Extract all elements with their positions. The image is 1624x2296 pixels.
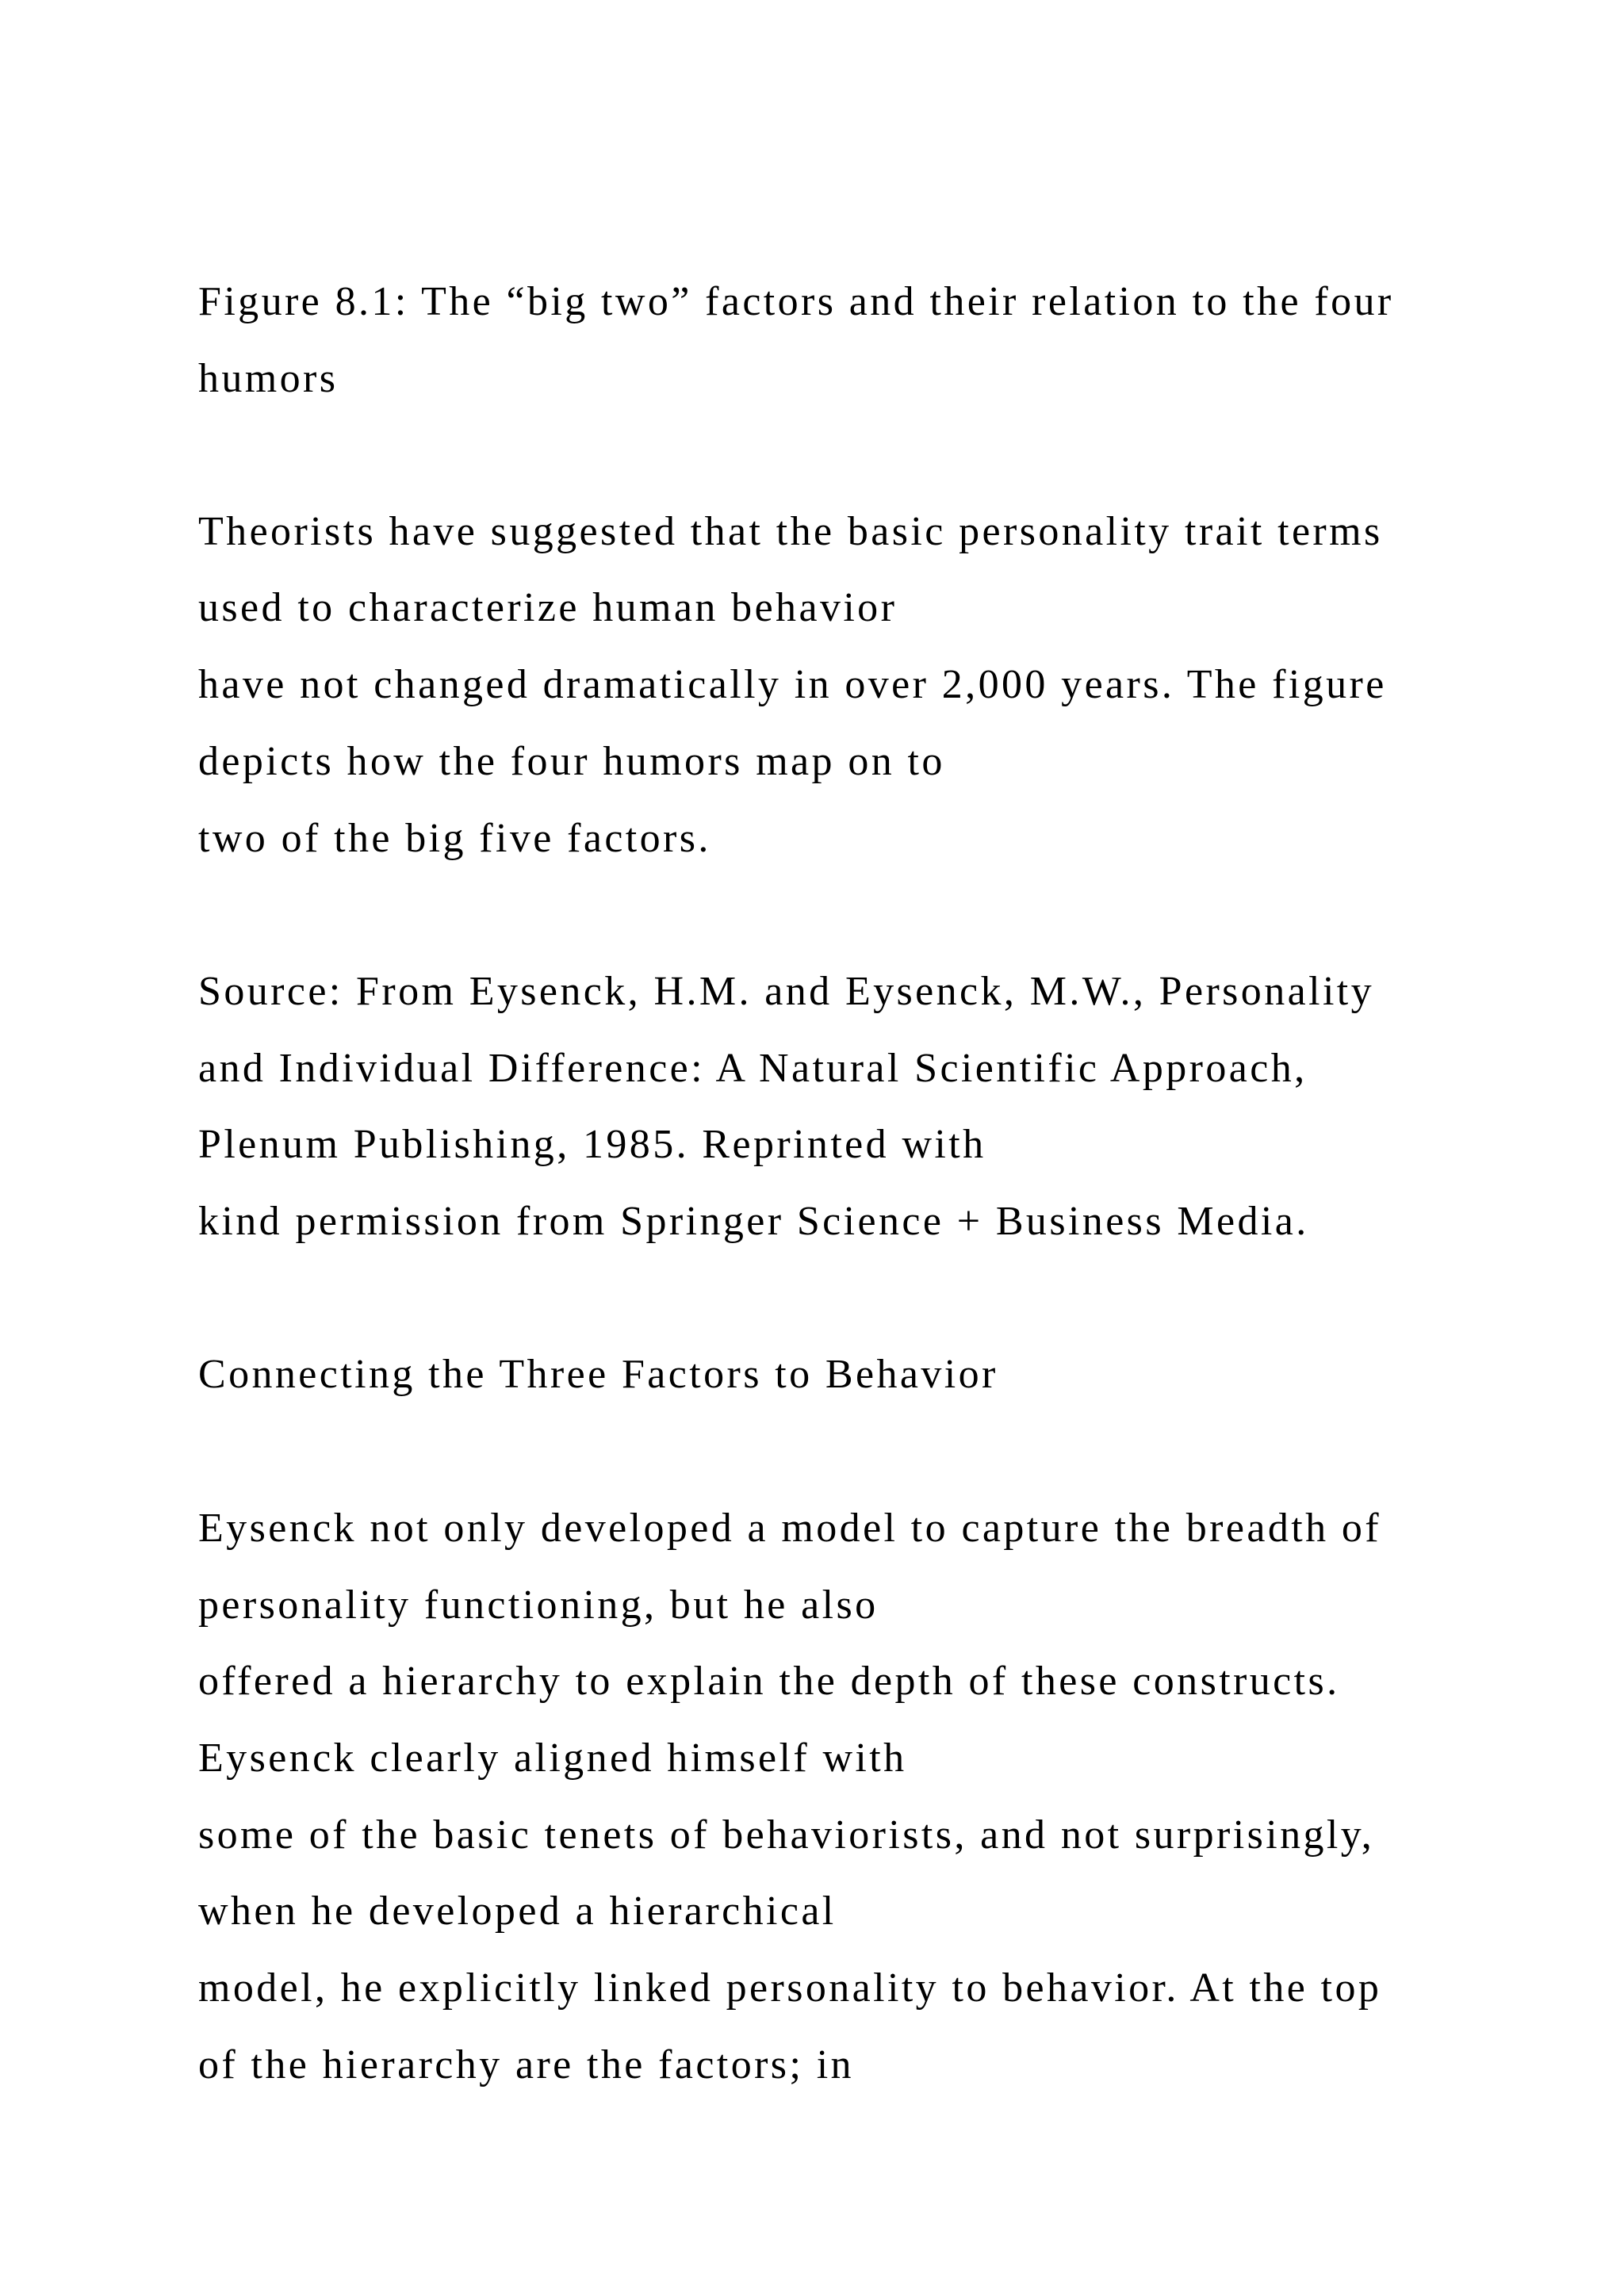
paragraph-line: Eysenck clearly aligned himself with	[198, 1735, 907, 1781]
citation-line: Plenum Publishing, 1985. Reprinted with	[198, 1122, 986, 1167]
caption-line: Figure 8.1: The “big two” factors and their relation to the four	[198, 279, 1394, 324]
paragraph-line: Theorists have suggested that the basic personality trait terms	[198, 509, 1383, 554]
paragraph-line: of the hierarchy are the factors; in	[198, 2042, 854, 2087]
paragraph-line: two of the big five factors.	[198, 816, 711, 861]
paragraph-line: depicts how the four humors map on to	[198, 739, 945, 784]
paragraph-line: personality functioning, but he also	[198, 1582, 879, 1628]
section-heading: Connecting the Three Factors to Behavior	[198, 1352, 998, 1397]
paragraph-line: used to characterize human behavior	[198, 585, 898, 630]
citation-line: and Individual Difference: A Natural Scientific Approach,	[198, 1046, 1308, 1091]
paragraph-line: Eysenck not only developed a model to capture the breadth of	[198, 1506, 1382, 1551]
paragraph-line: when he developed a hierarchical	[198, 1888, 837, 1934]
paragraph-line: model, he explicitly linked personality to behavior. At the top	[198, 1965, 1382, 2011]
citation-line: kind permission from Springer Science + Business Media.	[198, 1199, 1309, 1244]
paragraph-line: some of the basic tenets of behaviorists, and not surprisingly,	[198, 1812, 1375, 1858]
caption-line: humors	[198, 356, 339, 401]
paragraph-line: have not changed dramatically in over 2,000 years. The figure	[198, 662, 1387, 707]
paragraph-line: offered a hierarchy to explain the depth of these constructs.	[198, 1659, 1340, 1704]
citation-line: Source: From Eysenck, H.M. and Eysenck, M.W., Personality	[198, 969, 1375, 1014]
